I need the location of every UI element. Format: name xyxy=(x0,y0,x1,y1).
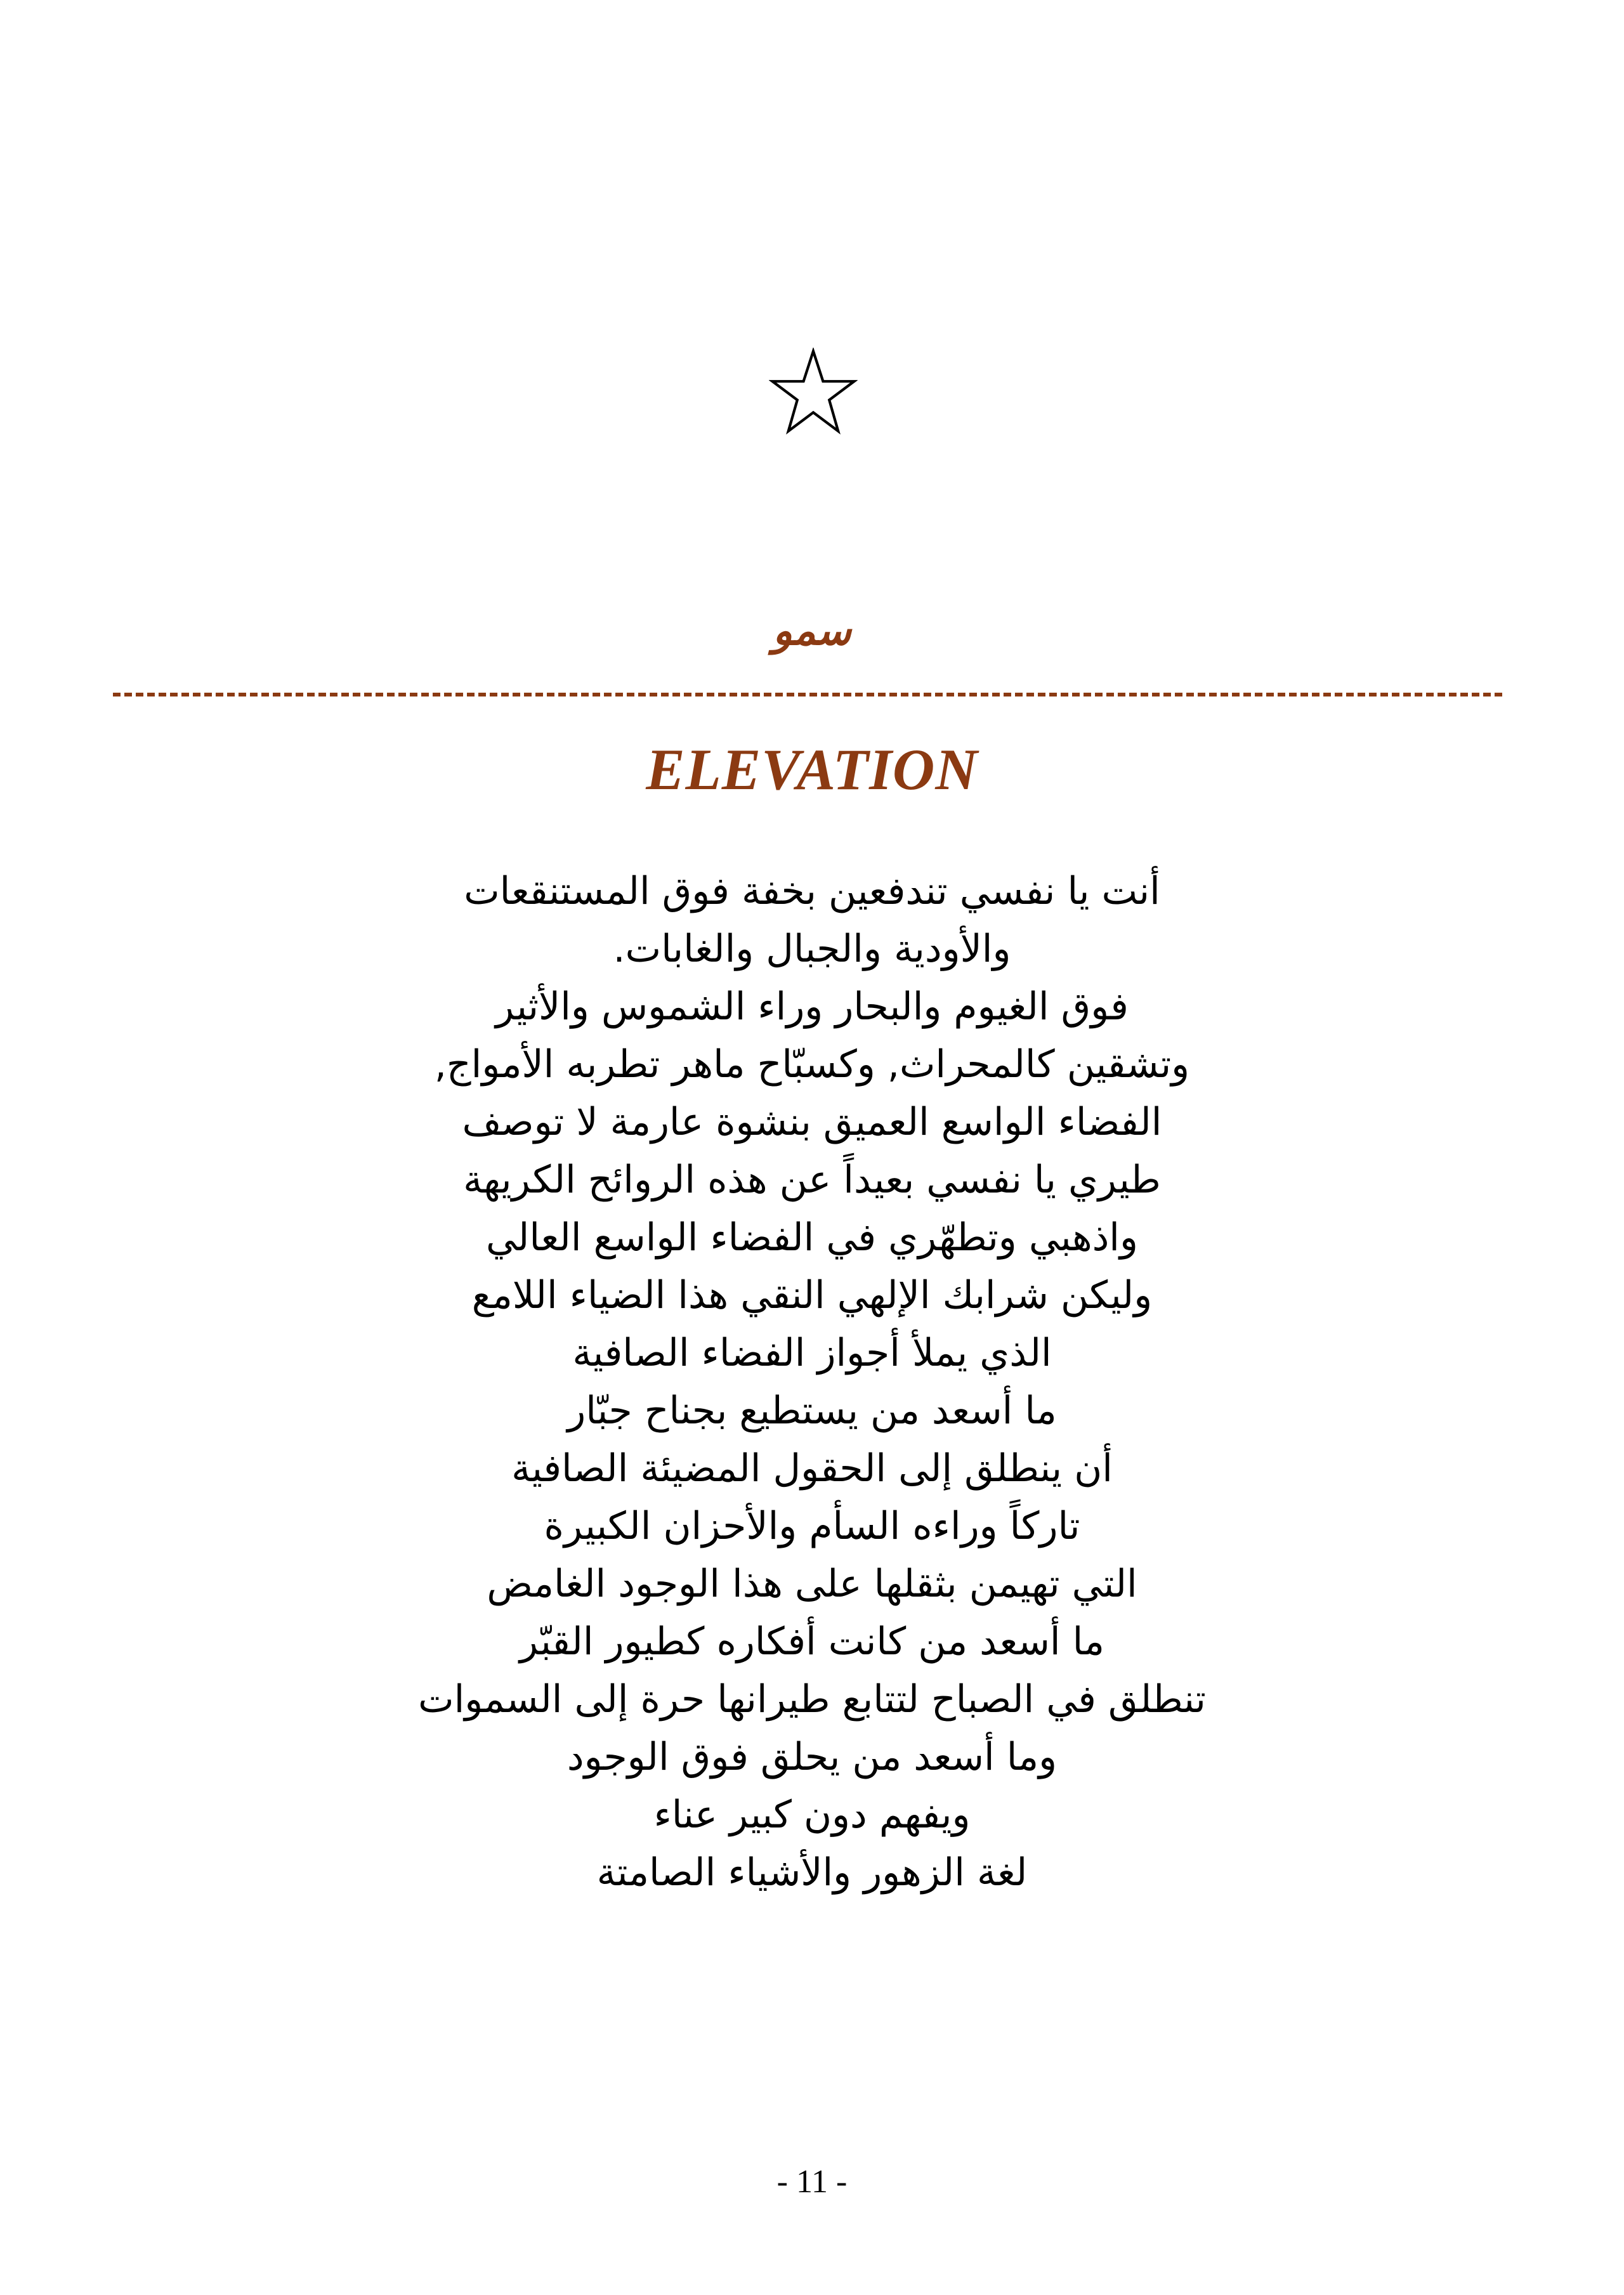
poem-line: ويفهم دون كبير عناء xyxy=(653,1793,971,1837)
poem-line: أن ينطلق إلى الحقول المضيئة الصافية xyxy=(511,1446,1113,1491)
page-number: - 11 - xyxy=(776,2164,848,2200)
poem-line: ما أسعد من كانت أفكاره كطيور القبّر xyxy=(519,1619,1105,1664)
english-title: ELEVATION xyxy=(646,737,978,802)
poem-line: وتشقين كالمحراث, وكسبّاح ماهر تطربه الأمواج, xyxy=(434,1042,1190,1087)
poem-line: والأودية والجبال والغابات. xyxy=(613,927,1011,971)
poem-line: أنت يا نفسي تندفعين بخفة فوق المستنقعات xyxy=(464,869,1160,913)
poem-line: لغة الزهور والأشياء الصامتة xyxy=(596,1850,1028,1895)
dashed-divider xyxy=(113,693,1502,696)
poem-line: ما أسعد من يستطيع بجناح جبّار xyxy=(567,1389,1057,1433)
poem-text xyxy=(0,863,1624,1902)
poem-line: تنطلق في الصباح لتتابع طيرانها حرة إلى السموات xyxy=(418,1677,1206,1722)
poem-line: تاركاً وراءه السأم والأحزان الكبيرة xyxy=(544,1504,1080,1548)
poem-line: الفضاء الواسع العميق بنشوة عارمة لا توصف xyxy=(462,1100,1162,1144)
poem-line: الذي يملأ أجواز الفضاء الصافية xyxy=(572,1331,1052,1375)
poem-line: التي تهيمن بثقلها على هذا الوجود الغامض xyxy=(487,1562,1137,1606)
poem-line: واذهبي وتطهّري في الفضاء الواسع العالي xyxy=(486,1215,1138,1260)
poem-line: طيري يا نفسي بعيداً عن هذه الروائح الكريهة xyxy=(463,1158,1161,1202)
arabic-title: سمو xyxy=(773,608,851,655)
poem-line: فوق الغيوم والبحار وراء الشموس والأثير xyxy=(495,984,1129,1029)
star-icon xyxy=(769,348,858,436)
poem-line: وما أسعد من يحلق فوق الوجود xyxy=(566,1735,1058,1779)
poem-line: وليكن شرابك الإلهي النقي هذا الضياء اللامع xyxy=(471,1273,1153,1318)
